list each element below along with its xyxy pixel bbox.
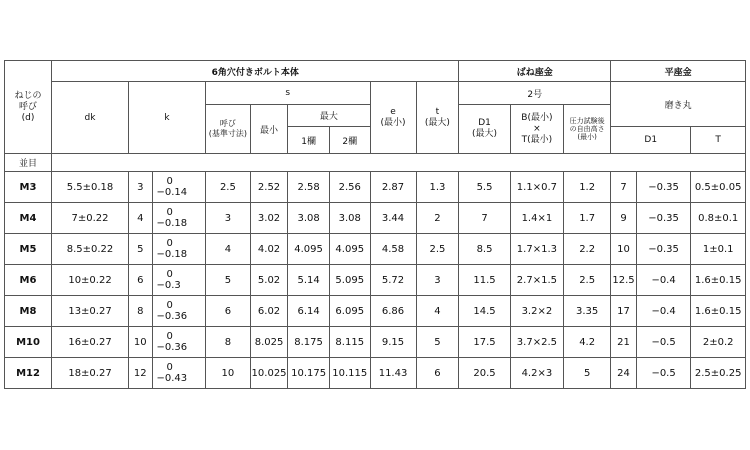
e-cell: 11.43 bbox=[370, 358, 416, 389]
header-e-line1: e bbox=[390, 106, 396, 117]
header-s-nominal-line2: (基準寸法) bbox=[208, 129, 248, 138]
spring-bt-cell: 3.2×2 bbox=[510, 296, 563, 327]
k-tol-cell bbox=[152, 265, 205, 296]
table-row bbox=[5, 358, 746, 389]
spring-test-cell: 4.2 bbox=[564, 327, 611, 358]
header-s-min: 最小 bbox=[250, 105, 287, 154]
s-max1-cell: 8.175 bbox=[288, 327, 330, 358]
spring-bt-cell: 2.7×1.5 bbox=[510, 265, 563, 296]
header-spring-bt-line3: T(最小) bbox=[521, 134, 553, 145]
k-tol-upper: 0 bbox=[166, 331, 173, 342]
s-max2-cell: 2.56 bbox=[329, 172, 370, 203]
spring-bt-cell: 1.4×1 bbox=[510, 203, 563, 234]
header-spring-d1-line2: (最大) bbox=[472, 129, 498, 139]
flat-d1-cell: 21 bbox=[611, 327, 637, 358]
flat-t-cell: 1.6±0.15 bbox=[691, 296, 746, 327]
k-tol-cell bbox=[152, 358, 205, 389]
size-cell: M12 bbox=[5, 358, 52, 389]
s-max1-cell: 3.08 bbox=[288, 203, 330, 234]
dk-cell: 13±0.27 bbox=[52, 296, 129, 327]
s-min-cell: 10.025 bbox=[250, 358, 287, 389]
s-max2-cell: 5.095 bbox=[329, 265, 370, 296]
spring-d1-cell: 17.5 bbox=[459, 327, 510, 358]
dk-cell: 8.5±0.22 bbox=[52, 234, 129, 265]
header-s-max-1: 1欄 bbox=[288, 127, 330, 154]
s-max2-cell: 8.115 bbox=[329, 327, 370, 358]
flat-t-cell: 0.5±0.05 bbox=[691, 172, 746, 203]
s-max2-cell: 6.095 bbox=[329, 296, 370, 327]
header-s-max-2: 2欄 bbox=[329, 127, 370, 154]
spring-bt-cell: 3.7×2.5 bbox=[510, 327, 563, 358]
k-tol-lower: −0.36 bbox=[156, 342, 188, 353]
k-tol-lower: −0.43 bbox=[156, 373, 188, 384]
spring-test-cell: 3.35 bbox=[564, 296, 611, 327]
header-bolt-group: 6角穴付きボルト本体 bbox=[52, 61, 459, 82]
table-row bbox=[5, 327, 746, 358]
header-spring-d1-line1: D1 bbox=[478, 118, 491, 128]
k-tol-lower: −0.18 bbox=[156, 249, 188, 260]
e-cell: 2.87 bbox=[370, 172, 416, 203]
flat-t-cell: 2±0.2 bbox=[691, 327, 746, 358]
table-body bbox=[5, 172, 746, 389]
s-max1-cell: 10.175 bbox=[288, 358, 330, 389]
header-s-nominal-line1: 呼び bbox=[219, 119, 236, 128]
s-max1-cell: 5.14 bbox=[288, 265, 330, 296]
header-t-line1: t bbox=[435, 106, 440, 117]
t-cell: 6 bbox=[416, 358, 459, 389]
k-cell: 5 bbox=[129, 234, 153, 265]
header-spring-test-line3: (最小) bbox=[577, 133, 597, 141]
k-cell: 4 bbox=[129, 203, 153, 234]
flat-d1-tol-cell: −0.4 bbox=[636, 296, 691, 327]
k-cell: 3 bbox=[129, 172, 153, 203]
s-nominal-cell: 2.5 bbox=[205, 172, 250, 203]
spring-d1-cell: 7 bbox=[459, 203, 510, 234]
header-screw-size-line2: 呼び bbox=[19, 101, 38, 112]
t-cell: 5 bbox=[416, 327, 459, 358]
header-e bbox=[370, 82, 416, 154]
s-min-cell: 3.02 bbox=[250, 203, 287, 234]
header-spring-bt-line2: × bbox=[533, 123, 541, 134]
spring-d1-cell: 20.5 bbox=[459, 358, 510, 389]
t-cell: 2 bbox=[416, 203, 459, 234]
header-screw-size-line1: ねじの bbox=[14, 90, 42, 101]
flat-d1-tol-cell: −0.35 bbox=[636, 203, 691, 234]
header-screw-size-line3: (d) bbox=[21, 112, 35, 123]
e-cell: 6.86 bbox=[370, 296, 416, 327]
s-nominal-cell: 4 bbox=[205, 234, 250, 265]
size-cell: M3 bbox=[5, 172, 52, 203]
header-spacer bbox=[52, 154, 746, 172]
s-max1-cell: 2.58 bbox=[288, 172, 330, 203]
spring-d1-cell: 11.5 bbox=[459, 265, 510, 296]
spec-table bbox=[4, 60, 746, 389]
k-cell: 12 bbox=[129, 358, 153, 389]
k-tol-upper: 0 bbox=[166, 300, 173, 311]
dk-cell: 10±0.22 bbox=[52, 265, 129, 296]
header-dk: dk bbox=[52, 82, 129, 154]
flat-d1-tol-cell: −0.4 bbox=[636, 265, 691, 296]
dk-cell: 7±0.22 bbox=[52, 203, 129, 234]
size-cell: M4 bbox=[5, 203, 52, 234]
header-spring-test-line1: 圧力試験後 bbox=[569, 117, 605, 125]
s-max1-cell: 4.095 bbox=[288, 234, 330, 265]
header-spring-d1 bbox=[459, 105, 510, 154]
spring-bt-cell: 1.7×1.3 bbox=[510, 234, 563, 265]
dk-cell: 16±0.27 bbox=[52, 327, 129, 358]
s-min-cell: 6.02 bbox=[250, 296, 287, 327]
k-tol-cell bbox=[152, 234, 205, 265]
table-row bbox=[5, 296, 746, 327]
k-tol-lower: −0.18 bbox=[156, 218, 188, 229]
k-tol-cell bbox=[152, 327, 205, 358]
header-flat-type: 磨き丸 bbox=[611, 82, 746, 127]
k-tol-upper: 0 bbox=[166, 269, 173, 280]
header-s-nominal bbox=[205, 105, 250, 154]
k-tol-upper: 0 bbox=[166, 207, 173, 218]
header-flat-group: 平座金 bbox=[611, 61, 746, 82]
dk-cell: 5.5±0.18 bbox=[52, 172, 129, 203]
t-cell: 4 bbox=[416, 296, 459, 327]
dk-cell: 18±0.27 bbox=[52, 358, 129, 389]
flat-d1-tol-cell: −0.5 bbox=[636, 358, 691, 389]
s-max2-cell: 3.08 bbox=[329, 203, 370, 234]
header-series: 並目 bbox=[5, 154, 52, 172]
header-spring-bt bbox=[510, 105, 563, 154]
flat-d1-tol-cell: −0.35 bbox=[636, 234, 691, 265]
header-flat-t: T bbox=[691, 127, 746, 154]
flat-t-cell: 2.5±0.25 bbox=[691, 358, 746, 389]
size-cell: M8 bbox=[5, 296, 52, 327]
flat-t-cell: 0.8±0.1 bbox=[691, 203, 746, 234]
flat-d1-tol-cell: −0.5 bbox=[636, 327, 691, 358]
s-nominal-cell: 3 bbox=[205, 203, 250, 234]
k-cell: 8 bbox=[129, 296, 153, 327]
header-spring-no: 2号 bbox=[459, 82, 611, 105]
t-cell: 3 bbox=[416, 265, 459, 296]
header-spring-group: ばね座金 bbox=[459, 61, 611, 82]
size-cell: M5 bbox=[5, 234, 52, 265]
spring-test-cell: 1.7 bbox=[564, 203, 611, 234]
s-max2-cell: 10.115 bbox=[329, 358, 370, 389]
s-min-cell: 5.02 bbox=[250, 265, 287, 296]
spring-test-cell: 1.2 bbox=[564, 172, 611, 203]
k-tol-cell bbox=[152, 203, 205, 234]
s-min-cell: 4.02 bbox=[250, 234, 287, 265]
e-cell: 3.44 bbox=[370, 203, 416, 234]
k-tol-lower: −0.14 bbox=[156, 187, 188, 198]
k-tol-upper: 0 bbox=[166, 176, 173, 187]
header-spring-test bbox=[564, 105, 611, 154]
spring-d1-cell: 8.5 bbox=[459, 234, 510, 265]
spring-d1-cell: 5.5 bbox=[459, 172, 510, 203]
header-flat-d1: D1 bbox=[611, 127, 691, 154]
k-tol-lower: −0.3 bbox=[156, 280, 181, 291]
spec-table-container bbox=[4, 60, 746, 388]
flat-d1-cell: 9 bbox=[611, 203, 637, 234]
header-screw-size bbox=[5, 61, 52, 154]
k-tol-upper: 0 bbox=[166, 362, 173, 373]
s-min-cell: 8.025 bbox=[250, 327, 287, 358]
header-s-max: 最大 bbox=[288, 105, 370, 127]
size-cell: M6 bbox=[5, 265, 52, 296]
e-cell: 4.58 bbox=[370, 234, 416, 265]
header-spring-bt-line1: B(最小) bbox=[521, 112, 553, 123]
e-cell: 9.15 bbox=[370, 327, 416, 358]
table-row bbox=[5, 203, 746, 234]
table-row bbox=[5, 265, 746, 296]
k-tol-cell bbox=[152, 172, 205, 203]
s-nominal-cell: 10 bbox=[205, 358, 250, 389]
k-tol-cell bbox=[152, 296, 205, 327]
s-nominal-cell: 6 bbox=[205, 296, 250, 327]
spring-test-cell: 2.2 bbox=[564, 234, 611, 265]
spring-test-cell: 5 bbox=[564, 358, 611, 389]
spring-bt-cell: 1.1×0.7 bbox=[510, 172, 563, 203]
s-max2-cell: 4.095 bbox=[329, 234, 370, 265]
t-cell: 1.3 bbox=[416, 172, 459, 203]
spring-d1-cell: 14.5 bbox=[459, 296, 510, 327]
k-cell: 6 bbox=[129, 265, 153, 296]
flat-d1-cell: 7 bbox=[611, 172, 637, 203]
flat-d1-tol-cell: −0.35 bbox=[636, 172, 691, 203]
s-max1-cell: 6.14 bbox=[288, 296, 330, 327]
s-nominal-cell: 8 bbox=[205, 327, 250, 358]
spring-test-cell: 2.5 bbox=[564, 265, 611, 296]
header-t-line2: (最大) bbox=[424, 117, 450, 128]
t-cell: 2.5 bbox=[416, 234, 459, 265]
k-tol-lower: −0.36 bbox=[156, 311, 188, 322]
k-cell: 10 bbox=[129, 327, 153, 358]
spring-bt-cell: 4.2×3 bbox=[510, 358, 563, 389]
table-row bbox=[5, 234, 746, 265]
flat-t-cell: 1.6±0.15 bbox=[691, 265, 746, 296]
header-k: k bbox=[129, 82, 206, 154]
e-cell: 5.72 bbox=[370, 265, 416, 296]
header-s: s bbox=[205, 82, 370, 105]
flat-d1-cell: 24 bbox=[611, 358, 637, 389]
s-nominal-cell: 5 bbox=[205, 265, 250, 296]
header-t bbox=[416, 82, 459, 154]
k-tol-upper: 0 bbox=[166, 238, 173, 249]
flat-d1-cell: 12.5 bbox=[611, 265, 637, 296]
flat-d1-cell: 10 bbox=[611, 234, 637, 265]
size-cell: M10 bbox=[5, 327, 52, 358]
table-row bbox=[5, 172, 746, 203]
s-min-cell: 2.52 bbox=[250, 172, 287, 203]
header-e-line2: (最小) bbox=[380, 117, 406, 128]
flat-d1-cell: 17 bbox=[611, 296, 637, 327]
flat-t-cell: 1±0.1 bbox=[691, 234, 746, 265]
header-spring-test-line2: の自由高さ bbox=[569, 125, 605, 133]
